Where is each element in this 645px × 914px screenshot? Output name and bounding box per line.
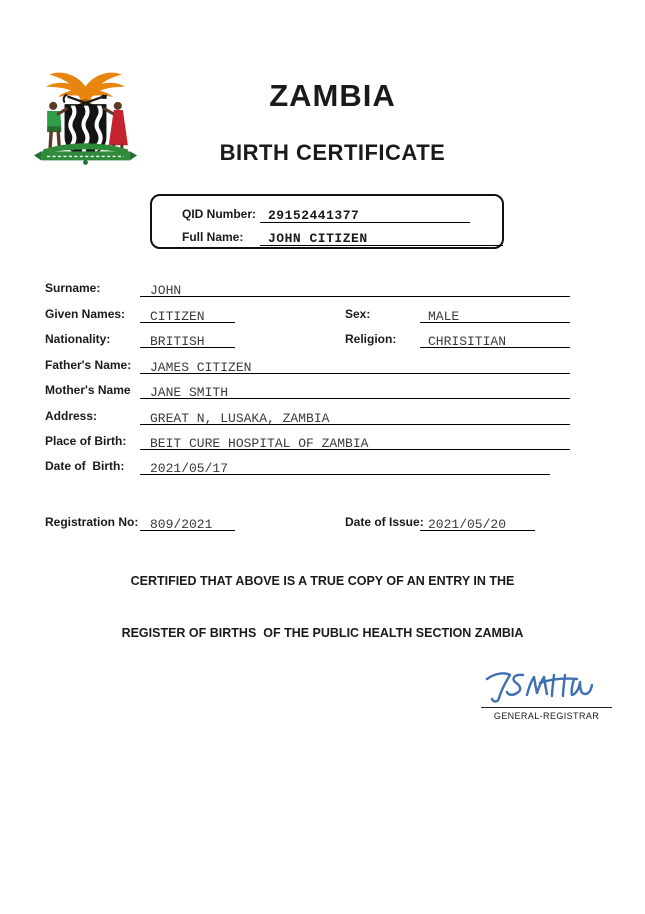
address-field xyxy=(140,409,570,425)
document-title: BIRTH CERTIFICATE xyxy=(219,140,446,165)
certification-line-1: CERTIFIED THAT ABOVE IS A TRUE COPY OF AN ENTRY IN THE xyxy=(130,574,515,588)
qid-number-value: 29152441377 xyxy=(268,208,360,223)
nationality-field xyxy=(140,332,235,348)
given-names-sex-row xyxy=(0,307,645,324)
surname-row xyxy=(0,281,645,298)
address-label: Address: xyxy=(45,409,98,423)
mothers-name-value: JANE SMITH xyxy=(150,385,229,400)
date-of-birth-value: 2021/05/17 xyxy=(150,461,229,476)
fathers-name-value: JAMES CITIZEN xyxy=(150,360,252,375)
date-of-birth-row xyxy=(0,459,645,476)
sex-field xyxy=(420,307,570,323)
certification-line-2: REGISTER OF BIRTHS OF THE PUBLIC HEALTH SECTION ZAMBIA xyxy=(121,626,524,640)
place-of-birth-field xyxy=(140,434,570,450)
fathers-name-field xyxy=(140,358,570,374)
address-row xyxy=(0,409,645,426)
registration-issue-row xyxy=(0,515,645,532)
religion-label: Religion: xyxy=(345,332,397,346)
fathers-name-label: Father's Name: xyxy=(45,358,132,372)
given-names-value: CITIZEN xyxy=(150,309,205,324)
place-of-birth-label: Place of Birth: xyxy=(45,434,127,448)
mothers-name-label: Mother's Name xyxy=(45,383,131,397)
date-of-birth-field xyxy=(140,459,550,475)
religion-field xyxy=(420,332,570,348)
date-of-issue-value: 2021/05/20 xyxy=(428,517,507,532)
address-value: GREAT N, LUSAKA, ZAMBIA xyxy=(150,411,330,426)
date-of-issue-label: Date of Issue: xyxy=(345,515,424,529)
nationality-label: Nationality: xyxy=(45,332,111,346)
qid-number-label: QID Number: xyxy=(182,207,257,221)
place-of-birth-row xyxy=(0,434,645,451)
place-of-birth-value: BEIT CURE HOSPITAL OF ZAMBIA xyxy=(150,436,369,451)
fathers-name-row xyxy=(0,358,645,375)
qid-box xyxy=(150,194,504,249)
given-names-field xyxy=(140,307,235,323)
signatory-title: GENERAL-REGISTRAR xyxy=(493,711,600,721)
sex-value: MALE xyxy=(428,309,460,324)
country-title: ZAMBIA xyxy=(269,78,396,113)
full-name-label: Full Name: xyxy=(182,230,244,244)
date-of-birth-label: Date of Birth: xyxy=(45,459,125,473)
qid-number-field xyxy=(260,206,470,223)
religion-value: CHRISITIAN xyxy=(428,334,507,349)
full-name-value: JOHN CITIZEN xyxy=(268,231,368,246)
mothers-name-field xyxy=(140,383,570,399)
nationality-religion-row xyxy=(0,332,645,349)
date-of-issue-field xyxy=(420,515,535,531)
surname-field xyxy=(140,281,570,297)
full-name-field xyxy=(260,229,503,246)
registration-no-value: 809/2021 xyxy=(150,517,213,532)
signature-line xyxy=(481,707,612,708)
given-names-label: Given Names: xyxy=(45,307,126,321)
sex-label: Sex: xyxy=(345,307,371,321)
surname-value: JOHN xyxy=(150,283,182,298)
registrar-signature xyxy=(477,664,612,709)
registration-no-label: Registration No: xyxy=(45,515,139,529)
mothers-name-row xyxy=(0,383,645,400)
nationality-value: BRITISH xyxy=(150,334,205,349)
registration-no-field xyxy=(140,515,235,531)
surname-label: Surname: xyxy=(45,281,101,295)
